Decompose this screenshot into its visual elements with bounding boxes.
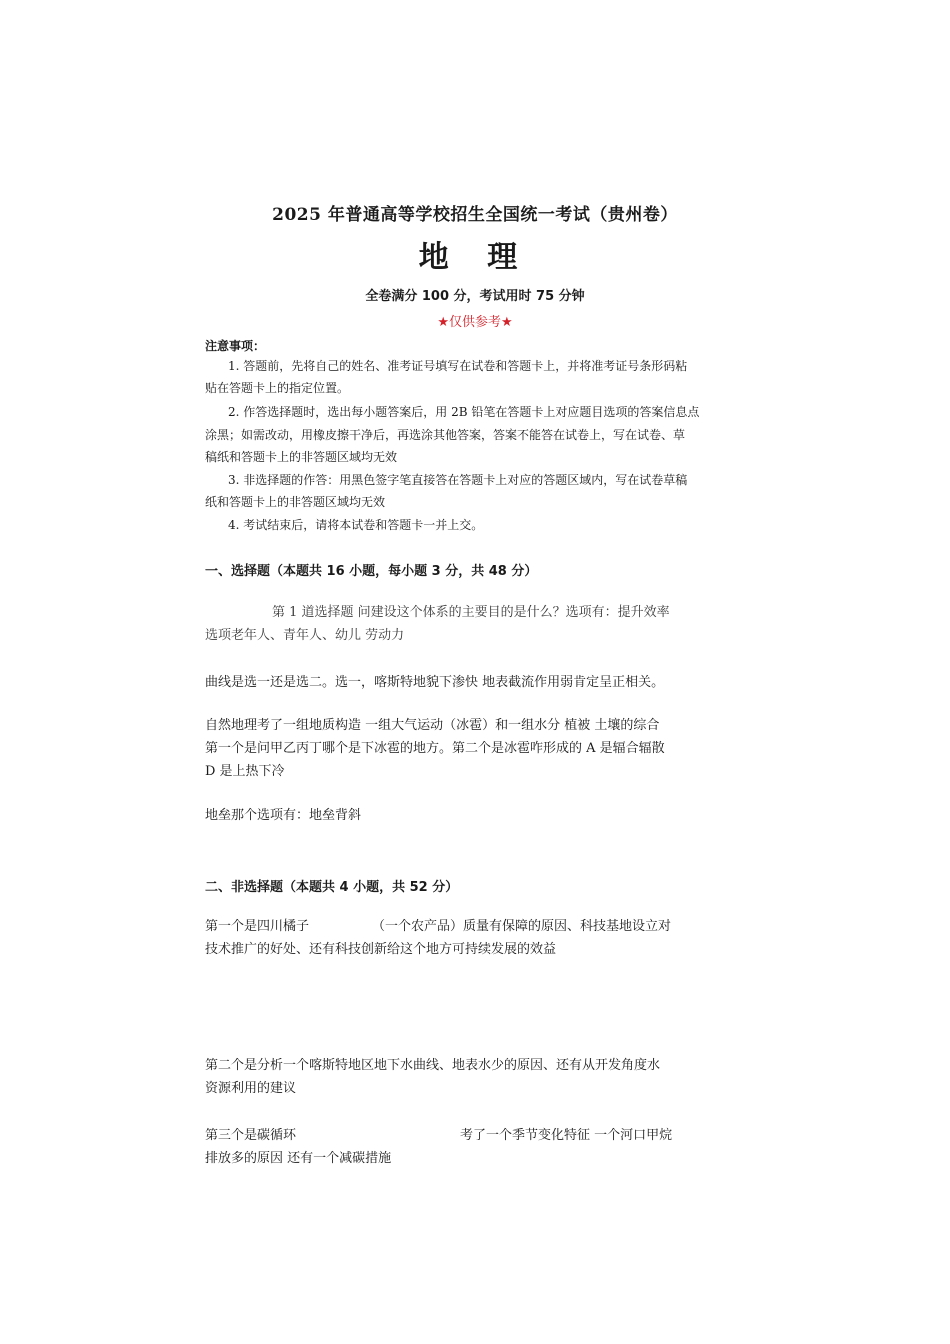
notice-line: 1. 答题前，先将自己的姓名、准考证号填写在试卷和答题卡上，并将准考证号条形码粘 bbox=[228, 359, 688, 373]
notice-line: 4. 考试结束后，请将本试卷和答题卡一并上交。 bbox=[228, 518, 484, 532]
answer-line: 曲线是选一还是选二。选一，喀斯特地貌下渗快 地表截流作用弱肯定呈正相关。 bbox=[205, 675, 665, 690]
answer-line: （一个农产品）质量有保障的原因、科技基地设立对 bbox=[372, 919, 672, 934]
exam-title: 2025 年普通高等学校招生全国统一考试（贵州卷） bbox=[272, 205, 678, 225]
notice-line: 涂黑；如需改动，用橡皮擦干净后，再选涂其他答案，答案不能答在试卷上，写在试卷、草 bbox=[205, 428, 686, 442]
score-info: 全卷满分 100 分，考试用时 75 分钟 bbox=[365, 289, 585, 304]
answer-line: 自然地理考了一组地质构造 一组大气运动（冰雹）和一组水分 植被 土壤的综合 bbox=[205, 718, 660, 733]
answer-line: D 是上热下冷 bbox=[205, 764, 285, 779]
answer-line: 选项老年人、青年人、幼儿 劳动力 bbox=[205, 628, 405, 643]
notice-line: 2. 作答选择题时，选出每小题答案后，用 2B 铅笔在答题卡上对应题目选项的答案信息点 bbox=[228, 405, 700, 419]
answer-line: 技术推广的好处、还有科技创新给这个地方可持续发展的效益 bbox=[205, 942, 557, 957]
answer-line: 第一个是四川橘子 bbox=[205, 919, 310, 934]
answer-line: 地垒那个选项有：地垒背斜 bbox=[205, 808, 362, 823]
notice-line: 3. 非选择题的作答：用黑色签字笔直接答在答题卡上对应的答题区域内，写在试卷草稿 bbox=[228, 473, 688, 487]
section-heading-non-choice: 二、非选择题（本题共 4 小题，共 52 分） bbox=[205, 880, 459, 895]
answer-line: 第三个是碳循环 bbox=[205, 1128, 297, 1143]
answer-line: 第 1 道选择题 问建设这个体系的主要目的是什么？选项有：提升效率 bbox=[272, 605, 670, 620]
notice-heading: 注意事项： bbox=[205, 339, 266, 353]
subject-title: 地 理 bbox=[418, 240, 532, 275]
answer-line: 资源利用的建议 bbox=[205, 1081, 297, 1096]
answer-line: 第二个是分析一个喀斯特地区地下水曲线、地表水少的原因、还有从开发角度水 bbox=[205, 1058, 661, 1073]
notice-line: 贴在答题卡上的指定位置。 bbox=[205, 381, 350, 395]
reference-note: ★仅供参考★ bbox=[437, 315, 513, 330]
notice-line: 稿纸和答题卡上的非答题区域均无效 bbox=[205, 450, 398, 464]
answer-line: 排放多的原因 还有一个减碳措施 bbox=[205, 1151, 392, 1166]
section-heading-multiple-choice: 一、选择题（本题共 16 小题，每小题 3 分，共 48 分） bbox=[205, 564, 538, 579]
notice-line: 纸和答题卡上的非答题区域均无效 bbox=[205, 495, 386, 509]
answer-line: 第一个是问甲乙丙丁哪个是下冰雹的地方。第二个是冰雹咋形成的 A 是辐合辐散 bbox=[205, 741, 665, 756]
answer-line: 考了一个季节变化特征 一个河口甲烷 bbox=[460, 1128, 673, 1143]
